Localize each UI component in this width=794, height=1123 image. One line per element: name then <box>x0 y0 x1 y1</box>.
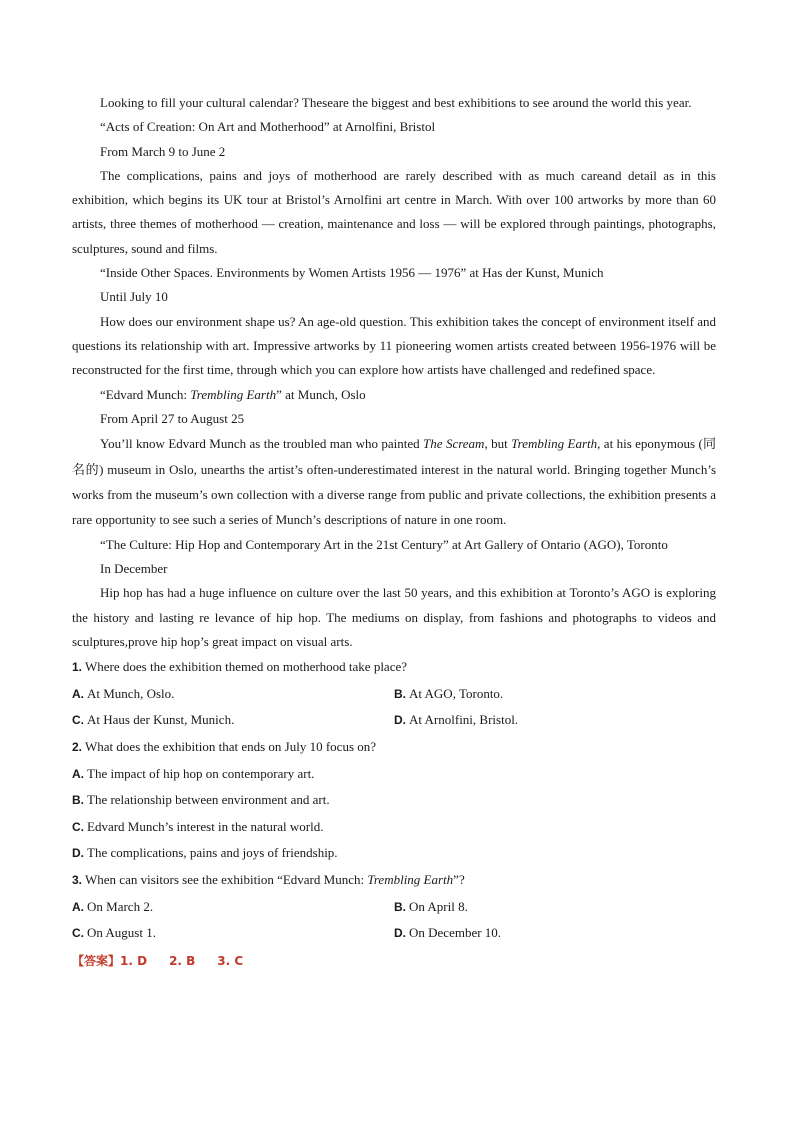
question-1-options-row <box>72 707 716 734</box>
exhibition-3-dates: From April 27 to August 25 <box>100 410 245 426</box>
question-1-options-row <box>72 681 716 708</box>
answer-2: 2. B <box>169 953 196 968</box>
question-3 <box>72 867 716 894</box>
option-c <box>72 707 394 734</box>
option-label: B. <box>394 686 406 701</box>
option-label: C. <box>72 819 84 834</box>
option-label: B. <box>72 793 84 808</box>
question-3-options-row <box>72 894 716 921</box>
question-text: What does the exhibition that ends on July 10 focus on? <box>85 739 377 755</box>
option-label: A. <box>72 899 84 914</box>
ex3-title-post: ” at Munch, Oslo <box>276 386 366 402</box>
exhibition-3-title <box>72 383 716 407</box>
ex3-title-italic: Trembling Earth <box>190 386 277 402</box>
ex3-body-italic: Trembling Earth <box>511 436 598 452</box>
option-label: D. <box>394 926 406 941</box>
question-2 <box>72 734 716 761</box>
ex3-title-pre: “Edvard Munch: <box>100 386 191 402</box>
question-text: Where does the exhibition themed on motherhood take place? <box>85 659 408 675</box>
option-b <box>394 894 716 921</box>
ex3-body-part: , but <box>484 436 512 452</box>
question-text-italic: Trembling Earth <box>367 872 454 888</box>
exhibition-4-body: Hip hop has had a huge influence on culture over the last 50 years, and this exhibition at Toronto’s AGO is exploring the history and lasting re levance of hip hop. The mediums on display, from fashions and photographs to videos and sculptures,prove hip hop’s great impact on visual arts. <box>72 585 716 649</box>
option-text: The complications, pains and joys of friendship. <box>87 845 338 861</box>
option-label: C. <box>72 713 84 728</box>
option-text: At Haus der Kunst, Munich. <box>87 712 235 728</box>
exhibition-3-body <box>72 431 716 533</box>
option-text: On April 8. <box>409 898 468 914</box>
exhibition-1-body: The complications, pains and joys of motherhood are rarely described with as much careand detail as in this exhibition, which begins its UK tour at Bristol’s Arnolfini art centre in March. With over 100 artworks by more than 60 artists, three themes of motherhood — creation, maintenance and loss — will be explored through paintings, photographs, sculptures, sound and films. <box>72 167 716 256</box>
option-b <box>72 787 716 814</box>
ex3-body-part: , at his eponymous (同名的) museum in Oslo, unearths the artist’s often-underestimated interest in the natural world. Bringing together Munch’s works from the museum’s own collection with a diverse range from public and private collections, the exhibition presents a rare opportunity to see such a series of Munch’s descriptions of nature in one room. <box>72 436 716 528</box>
question-number: 3. <box>72 873 83 888</box>
question-text: When can visitors see the exhibition “Edvard Munch: <box>85 872 368 888</box>
option-label: A. <box>72 686 84 701</box>
option-d <box>394 920 716 947</box>
option-c <box>72 920 394 947</box>
option-label: A. <box>72 766 84 781</box>
option-label: B. <box>394 899 406 914</box>
exhibition-1-dates: From March 9 to June 2 <box>100 143 226 159</box>
option-a <box>72 761 716 788</box>
ex3-body-italic: The Scream <box>423 436 485 452</box>
document-page <box>72 91 716 974</box>
question-3-options-row <box>72 920 716 947</box>
option-text: At AGO, Toronto. <box>409 685 504 701</box>
option-label: C. <box>72 926 84 941</box>
option-a <box>72 681 394 708</box>
option-c <box>72 814 716 841</box>
option-text: The relationship between environment and art. <box>87 792 330 808</box>
question-text: ”? <box>453 872 465 888</box>
option-text: At Arnolfini, Bristol. <box>409 712 519 728</box>
answer-key <box>72 949 716 974</box>
option-text: On August 1. <box>87 925 156 941</box>
exhibition-1-title: “Acts of Creation: On Art and Motherhood” at Arnolfini, Bristol <box>100 119 436 135</box>
option-text: On December 10. <box>409 925 502 941</box>
question-number: 2. <box>72 740 83 755</box>
exhibition-4-dates: In December <box>100 561 168 577</box>
answer-label: 【答案】 <box>72 953 121 968</box>
answer-1: 1. D <box>120 953 148 968</box>
answer-3: 3. C <box>217 953 244 968</box>
option-text: On March 2. <box>87 898 154 914</box>
option-b <box>394 681 716 708</box>
exhibition-4-title: “The Culture: Hip Hop and Contemporary Art in the 21st Century” at Art Gallery of Ontario (AGO), Toronto <box>100 536 668 552</box>
option-text: Edvard Munch’s interest in the natural world. <box>87 818 324 834</box>
option-d <box>394 707 716 734</box>
option-text: The impact of hip hop on contemporary art. <box>87 765 315 781</box>
exhibition-2-title: “Inside Other Spaces. Environments by Women Artists 1956 — 1976” at Has der Kunst, Munich <box>100 265 604 281</box>
question-number: 1. <box>72 660 83 675</box>
option-d <box>72 840 716 867</box>
option-text: At Munch, Oslo. <box>87 685 175 701</box>
ex3-body-part: You’ll know Edvard Munch as the troubled man who painted <box>100 436 424 452</box>
exhibition-2-dates: Until July 10 <box>100 289 168 305</box>
question-1 <box>72 654 716 681</box>
exhibition-2-body: How does our environment shape us? An age-old question. This exhibition takes the concept of environment itself and questions its relationship with art. Impressive artworks by 11 pioneering women artists created between 1956-1976 will be reconstructed for the first time, through which you can explore how artists have challenged and redefined space. <box>72 313 716 378</box>
option-label: D. <box>72 846 84 861</box>
option-label: D. <box>394 713 406 728</box>
option-a <box>72 894 394 921</box>
intro-paragraph: Looking to fill your cultural calendar? Theseare the biggest and best exhibitions to see around the world this year. <box>100 95 692 110</box>
